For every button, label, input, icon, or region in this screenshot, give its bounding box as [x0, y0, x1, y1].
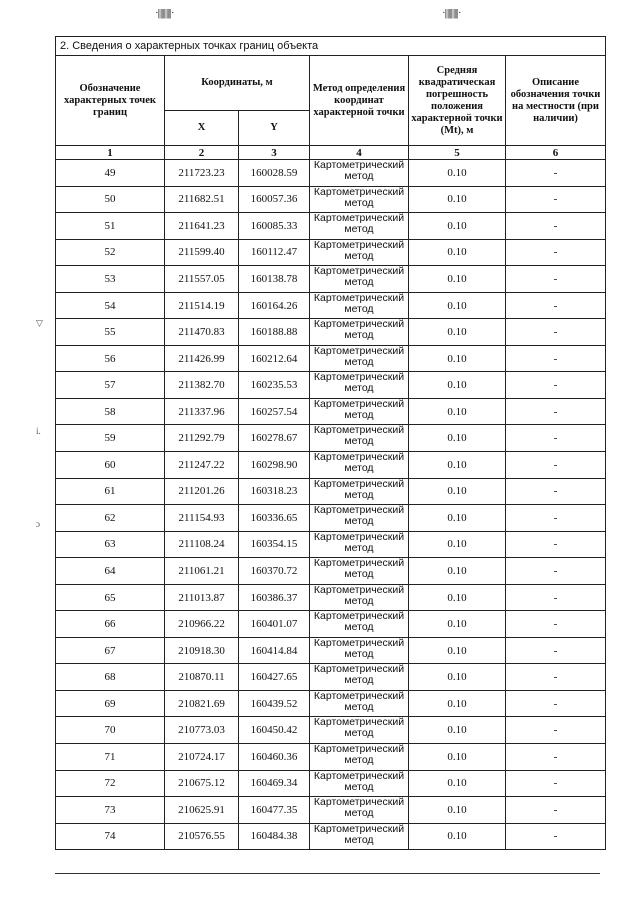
x-coordinate-cell: 210870.11: [165, 664, 239, 691]
table-row: [56, 558, 606, 585]
table-row: [56, 770, 606, 797]
method-text: Картометрический: [313, 185, 405, 198]
method-cell: [310, 345, 409, 372]
y-coordinate-cell: 160257.54: [239, 398, 310, 425]
point-id-cell: 59: [56, 425, 165, 452]
table-row: [56, 345, 606, 372]
method-text: Картометрический: [313, 689, 405, 702]
y-coordinate-cell: 160298.90: [239, 452, 310, 479]
error-cell: 0.10: [409, 637, 506, 664]
error-cell: 0.10: [409, 213, 506, 240]
method-text: Картометрический: [313, 743, 405, 756]
method-cell: [310, 770, 409, 797]
point-id-cell: 51: [56, 213, 165, 240]
error-cell: 0.10: [409, 186, 506, 213]
error-cell: 0.10: [409, 452, 506, 479]
method-text: Картометрический: [313, 291, 405, 304]
y-coordinate-cell: 160028.59: [239, 160, 310, 187]
bottom-rule: [55, 873, 600, 874]
table-row: [56, 213, 606, 240]
y-coordinate-cell: 160414.84: [239, 637, 310, 664]
description-cell: -: [506, 770, 606, 797]
x-coordinate-cell: 211514.19: [165, 292, 239, 319]
x-coordinate-cell: 211108.24: [165, 531, 239, 558]
y-coordinate-cell: 160439.52: [239, 690, 310, 717]
method-cell: [310, 505, 409, 532]
column-number: 4: [310, 146, 409, 160]
y-coordinate-cell: 160318.23: [239, 478, 310, 505]
description-cell: -: [506, 319, 606, 346]
method-cell: [310, 690, 409, 717]
description-cell: -: [506, 372, 606, 399]
error-cell: 0.10: [409, 558, 506, 585]
table-row: [56, 637, 606, 664]
description-cell: -: [506, 505, 606, 532]
method-text: Картометрический: [313, 557, 405, 570]
method-text: Картометрический: [313, 397, 405, 410]
table-row: [56, 478, 606, 505]
x-coordinate-cell: 211154.93: [165, 505, 239, 532]
table-row: [56, 266, 606, 293]
method-cell: [310, 398, 409, 425]
table-row: [56, 717, 606, 744]
error-cell: 0.10: [409, 319, 506, 346]
column-number: 5: [409, 146, 506, 160]
method-text: метод: [344, 541, 374, 554]
method-cell: [310, 186, 409, 213]
method-cell: [310, 531, 409, 558]
description-cell: -: [506, 186, 606, 213]
y-coordinate-cell: 160469.34: [239, 770, 310, 797]
method-text: метод: [344, 780, 374, 793]
method-text: метод: [344, 276, 374, 289]
x-coordinate-cell: 210918.30: [165, 637, 239, 664]
method-text: Картометрический: [313, 371, 405, 384]
method-text: метод: [344, 329, 374, 342]
y-coordinate-cell: 160164.26: [239, 292, 310, 319]
point-id-cell: 73: [56, 797, 165, 824]
error-cell: 0.10: [409, 425, 506, 452]
method-cell: [310, 319, 409, 346]
point-id-cell: 62: [56, 505, 165, 532]
method-text: метод: [344, 355, 374, 368]
method-cell: [310, 797, 409, 824]
point-id-cell: 49: [56, 160, 165, 187]
method-text: Картометрический: [313, 344, 405, 357]
margin-mark: ▽: [36, 318, 43, 328]
method-text: метод: [344, 700, 374, 713]
table-row: [56, 239, 606, 266]
header-method: Метод определения координат характерной точки: [310, 56, 409, 146]
point-id-cell: 70: [56, 717, 165, 744]
point-id-cell: 58: [56, 398, 165, 425]
error-cell: 0.10: [409, 505, 506, 532]
description-cell: -: [506, 292, 606, 319]
error-cell: 0.10: [409, 797, 506, 824]
error-cell: 0.10: [409, 823, 506, 850]
method-text: метод: [344, 408, 374, 421]
table-row: [56, 160, 606, 187]
method-cell: [310, 558, 409, 585]
method-text: метод: [344, 488, 374, 501]
method-text: Картометрический: [313, 716, 405, 729]
method-text: Картометрический: [313, 424, 405, 437]
point-id-cell: 57: [56, 372, 165, 399]
y-coordinate-cell: 160477.35: [239, 797, 310, 824]
method-text: метод: [344, 515, 374, 528]
column-number: 3: [239, 146, 310, 160]
point-id-cell: 68: [56, 664, 165, 691]
table-row: [56, 531, 606, 558]
error-cell: 0.10: [409, 717, 506, 744]
method-text: Картометрический: [313, 769, 405, 782]
point-id-cell: 63: [56, 531, 165, 558]
column-number: 2: [165, 146, 239, 160]
binding-holes-left: ·|||||||||||·: [155, 7, 174, 19]
method-text: метод: [344, 594, 374, 607]
description-cell: -: [506, 266, 606, 293]
point-id-cell: 50: [56, 186, 165, 213]
y-coordinate-cell: 160212.64: [239, 345, 310, 372]
point-id-cell: 56: [56, 345, 165, 372]
table-row: [56, 744, 606, 771]
x-coordinate-cell: 210576.55: [165, 823, 239, 850]
x-coordinate-cell: 211426.99: [165, 345, 239, 372]
boundary-points-table: [55, 36, 606, 850]
method-text: Картометрический: [313, 504, 405, 517]
error-cell: 0.10: [409, 690, 506, 717]
method-text: Картометрический: [313, 610, 405, 623]
table-row: [56, 292, 606, 319]
method-cell: [310, 717, 409, 744]
header-y: Y: [239, 111, 310, 146]
table-row: [56, 398, 606, 425]
point-id-cell: 60: [56, 452, 165, 479]
description-cell: -: [506, 584, 606, 611]
method-text: метод: [344, 727, 374, 740]
table-row: [56, 823, 606, 850]
point-id-cell: 52: [56, 239, 165, 266]
table-row: [56, 372, 606, 399]
y-coordinate-cell: 160401.07: [239, 611, 310, 638]
y-coordinate-cell: 160235.53: [239, 372, 310, 399]
table-row: [56, 319, 606, 346]
description-cell: -: [506, 717, 606, 744]
error-cell: 0.10: [409, 478, 506, 505]
column-number: 6: [506, 146, 606, 160]
description-cell: -: [506, 425, 606, 452]
method-cell: [310, 266, 409, 293]
method-text: Картометрический: [313, 583, 405, 596]
method-cell: [310, 611, 409, 638]
y-coordinate-cell: 160484.38: [239, 823, 310, 850]
table-row: [56, 797, 606, 824]
description-cell: -: [506, 160, 606, 187]
method-cell: [310, 160, 409, 187]
error-cell: 0.10: [409, 372, 506, 399]
description-cell: -: [506, 664, 606, 691]
table-row: [56, 186, 606, 213]
x-coordinate-cell: 210773.03: [165, 717, 239, 744]
method-text: Картометрический: [313, 265, 405, 278]
method-text: Картометрический: [313, 663, 405, 676]
x-coordinate-cell: 211599.40: [165, 239, 239, 266]
point-id-cell: 71: [56, 744, 165, 771]
method-text: метод: [344, 462, 374, 475]
error-cell: 0.10: [409, 611, 506, 638]
y-coordinate-cell: 160057.36: [239, 186, 310, 213]
method-text: метод: [344, 249, 374, 262]
x-coordinate-cell: 211292.79: [165, 425, 239, 452]
method-cell: [310, 637, 409, 664]
description-cell: -: [506, 531, 606, 558]
method-text: метод: [344, 435, 374, 448]
margin-mark: i.: [36, 426, 41, 436]
method-text: метод: [344, 568, 374, 581]
table-row: [56, 505, 606, 532]
method-text: метод: [344, 807, 374, 820]
binding-holes-right: ·|||||||||||·: [442, 7, 461, 19]
x-coordinate-cell: 211061.21: [165, 558, 239, 585]
method-text: Картометрический: [313, 636, 405, 649]
y-coordinate-cell: 160460.36: [239, 744, 310, 771]
method-cell: [310, 452, 409, 479]
y-coordinate-cell: 160427.65: [239, 664, 310, 691]
table-row: [56, 611, 606, 638]
margin-mark: ɔ: [36, 519, 40, 529]
method-text: метод: [344, 621, 374, 634]
point-id-cell: 54: [56, 292, 165, 319]
description-cell: -: [506, 611, 606, 638]
error-cell: 0.10: [409, 398, 506, 425]
description-cell: -: [506, 398, 606, 425]
method-text: Картометрический: [313, 159, 405, 171]
method-text: Картометрический: [313, 796, 405, 809]
method-cell: [310, 823, 409, 850]
description-cell: -: [506, 452, 606, 479]
method-cell: [310, 664, 409, 691]
error-cell: 0.10: [409, 239, 506, 266]
y-coordinate-cell: 160188.88: [239, 319, 310, 346]
y-coordinate-cell: 160336.65: [239, 505, 310, 532]
x-coordinate-cell: 211557.05: [165, 266, 239, 293]
x-coordinate-cell: 210625.91: [165, 797, 239, 824]
point-id-cell: 74: [56, 823, 165, 850]
x-coordinate-cell: 211723.23: [165, 160, 239, 187]
x-coordinate-cell: 210966.22: [165, 611, 239, 638]
point-id-cell: 61: [56, 478, 165, 505]
y-coordinate-cell: 160450.42: [239, 717, 310, 744]
method-text: метод: [344, 674, 374, 687]
error-cell: 0.10: [409, 664, 506, 691]
description-cell: -: [506, 345, 606, 372]
method-text: метод: [344, 302, 374, 315]
x-coordinate-cell: 210724.17: [165, 744, 239, 771]
description-cell: -: [506, 478, 606, 505]
column-number: 1: [56, 146, 165, 160]
error-cell: 0.10: [409, 345, 506, 372]
method-text: Картометрический: [313, 318, 405, 331]
y-coordinate-cell: 160386.37: [239, 584, 310, 611]
description-cell: -: [506, 823, 606, 850]
method-text: Картометрический: [313, 451, 405, 464]
x-coordinate-cell: 211013.87: [165, 584, 239, 611]
point-id-cell: 53: [56, 266, 165, 293]
method-cell: [310, 372, 409, 399]
method-text: Картометрический: [313, 212, 405, 225]
error-cell: 0.10: [409, 770, 506, 797]
description-cell: -: [506, 797, 606, 824]
error-cell: 0.10: [409, 531, 506, 558]
method-text: метод: [344, 223, 374, 236]
x-coordinate-cell: 211382.70: [165, 372, 239, 399]
header-description: Описание обозначения точки на местности (при наличии): [506, 56, 606, 146]
table-row: [56, 584, 606, 611]
method-text: метод: [344, 647, 374, 660]
method-cell: [310, 425, 409, 452]
error-cell: 0.10: [409, 160, 506, 187]
point-id-cell: 65: [56, 584, 165, 611]
method-cell: [310, 292, 409, 319]
description-cell: -: [506, 239, 606, 266]
table-row: [56, 452, 606, 479]
method-cell: [310, 213, 409, 240]
method-text: метод: [344, 754, 374, 767]
point-id-cell: 55: [56, 319, 165, 346]
y-coordinate-cell: 160278.67: [239, 425, 310, 452]
method-text: Картометрический: [313, 477, 405, 490]
header-designation: Обозначение характерных точек границ: [56, 56, 165, 146]
x-coordinate-cell: 211247.22: [165, 452, 239, 479]
method-cell: [310, 584, 409, 611]
point-id-cell: 67: [56, 637, 165, 664]
header-coordinates: Координаты, м: [165, 56, 310, 111]
description-cell: -: [506, 744, 606, 771]
method-text: Картометрический: [313, 530, 405, 543]
error-cell: 0.10: [409, 292, 506, 319]
y-coordinate-cell: 160112.47: [239, 239, 310, 266]
method-cell: [310, 239, 409, 266]
description-cell: -: [506, 213, 606, 240]
description-cell: -: [506, 558, 606, 585]
table-row: [56, 664, 606, 691]
description-cell: -: [506, 690, 606, 717]
x-coordinate-cell: 211201.26: [165, 478, 239, 505]
y-coordinate-cell: 160085.33: [239, 213, 310, 240]
description-cell: -: [506, 637, 606, 664]
method-cell: [310, 744, 409, 771]
method-text: метод: [344, 382, 374, 395]
table-row: [56, 425, 606, 452]
y-coordinate-cell: 160370.72: [239, 558, 310, 585]
header-error: Средняя квадратическая погрешность положения характерной точки (Mt), м: [409, 56, 506, 146]
error-cell: 0.10: [409, 744, 506, 771]
point-id-cell: 64: [56, 558, 165, 585]
method-cell: [310, 478, 409, 505]
x-coordinate-cell: 211641.23: [165, 213, 239, 240]
method-text: метод: [344, 196, 374, 209]
y-coordinate-cell: 160354.15: [239, 531, 310, 558]
x-coordinate-cell: 211682.51: [165, 186, 239, 213]
x-coordinate-cell: 211337.96: [165, 398, 239, 425]
y-coordinate-cell: 160138.78: [239, 266, 310, 293]
x-coordinate-cell: 210821.69: [165, 690, 239, 717]
x-coordinate-cell: 211470.83: [165, 319, 239, 346]
table-row: [56, 690, 606, 717]
point-id-cell: 66: [56, 611, 165, 638]
point-id-cell: 72: [56, 770, 165, 797]
error-cell: 0.10: [409, 266, 506, 293]
point-id-cell: 69: [56, 690, 165, 717]
x-coordinate-cell: 210675.12: [165, 770, 239, 797]
header-x: X: [165, 111, 239, 146]
error-cell: 0.10: [409, 584, 506, 611]
method-text: метод: [344, 833, 374, 846]
method-text: Картометрический: [313, 238, 405, 251]
method-text: метод: [344, 170, 374, 182]
method-text: Картометрический: [313, 822, 405, 835]
section-title: 2. Сведения о характерных точках границ объекта: [56, 37, 606, 56]
